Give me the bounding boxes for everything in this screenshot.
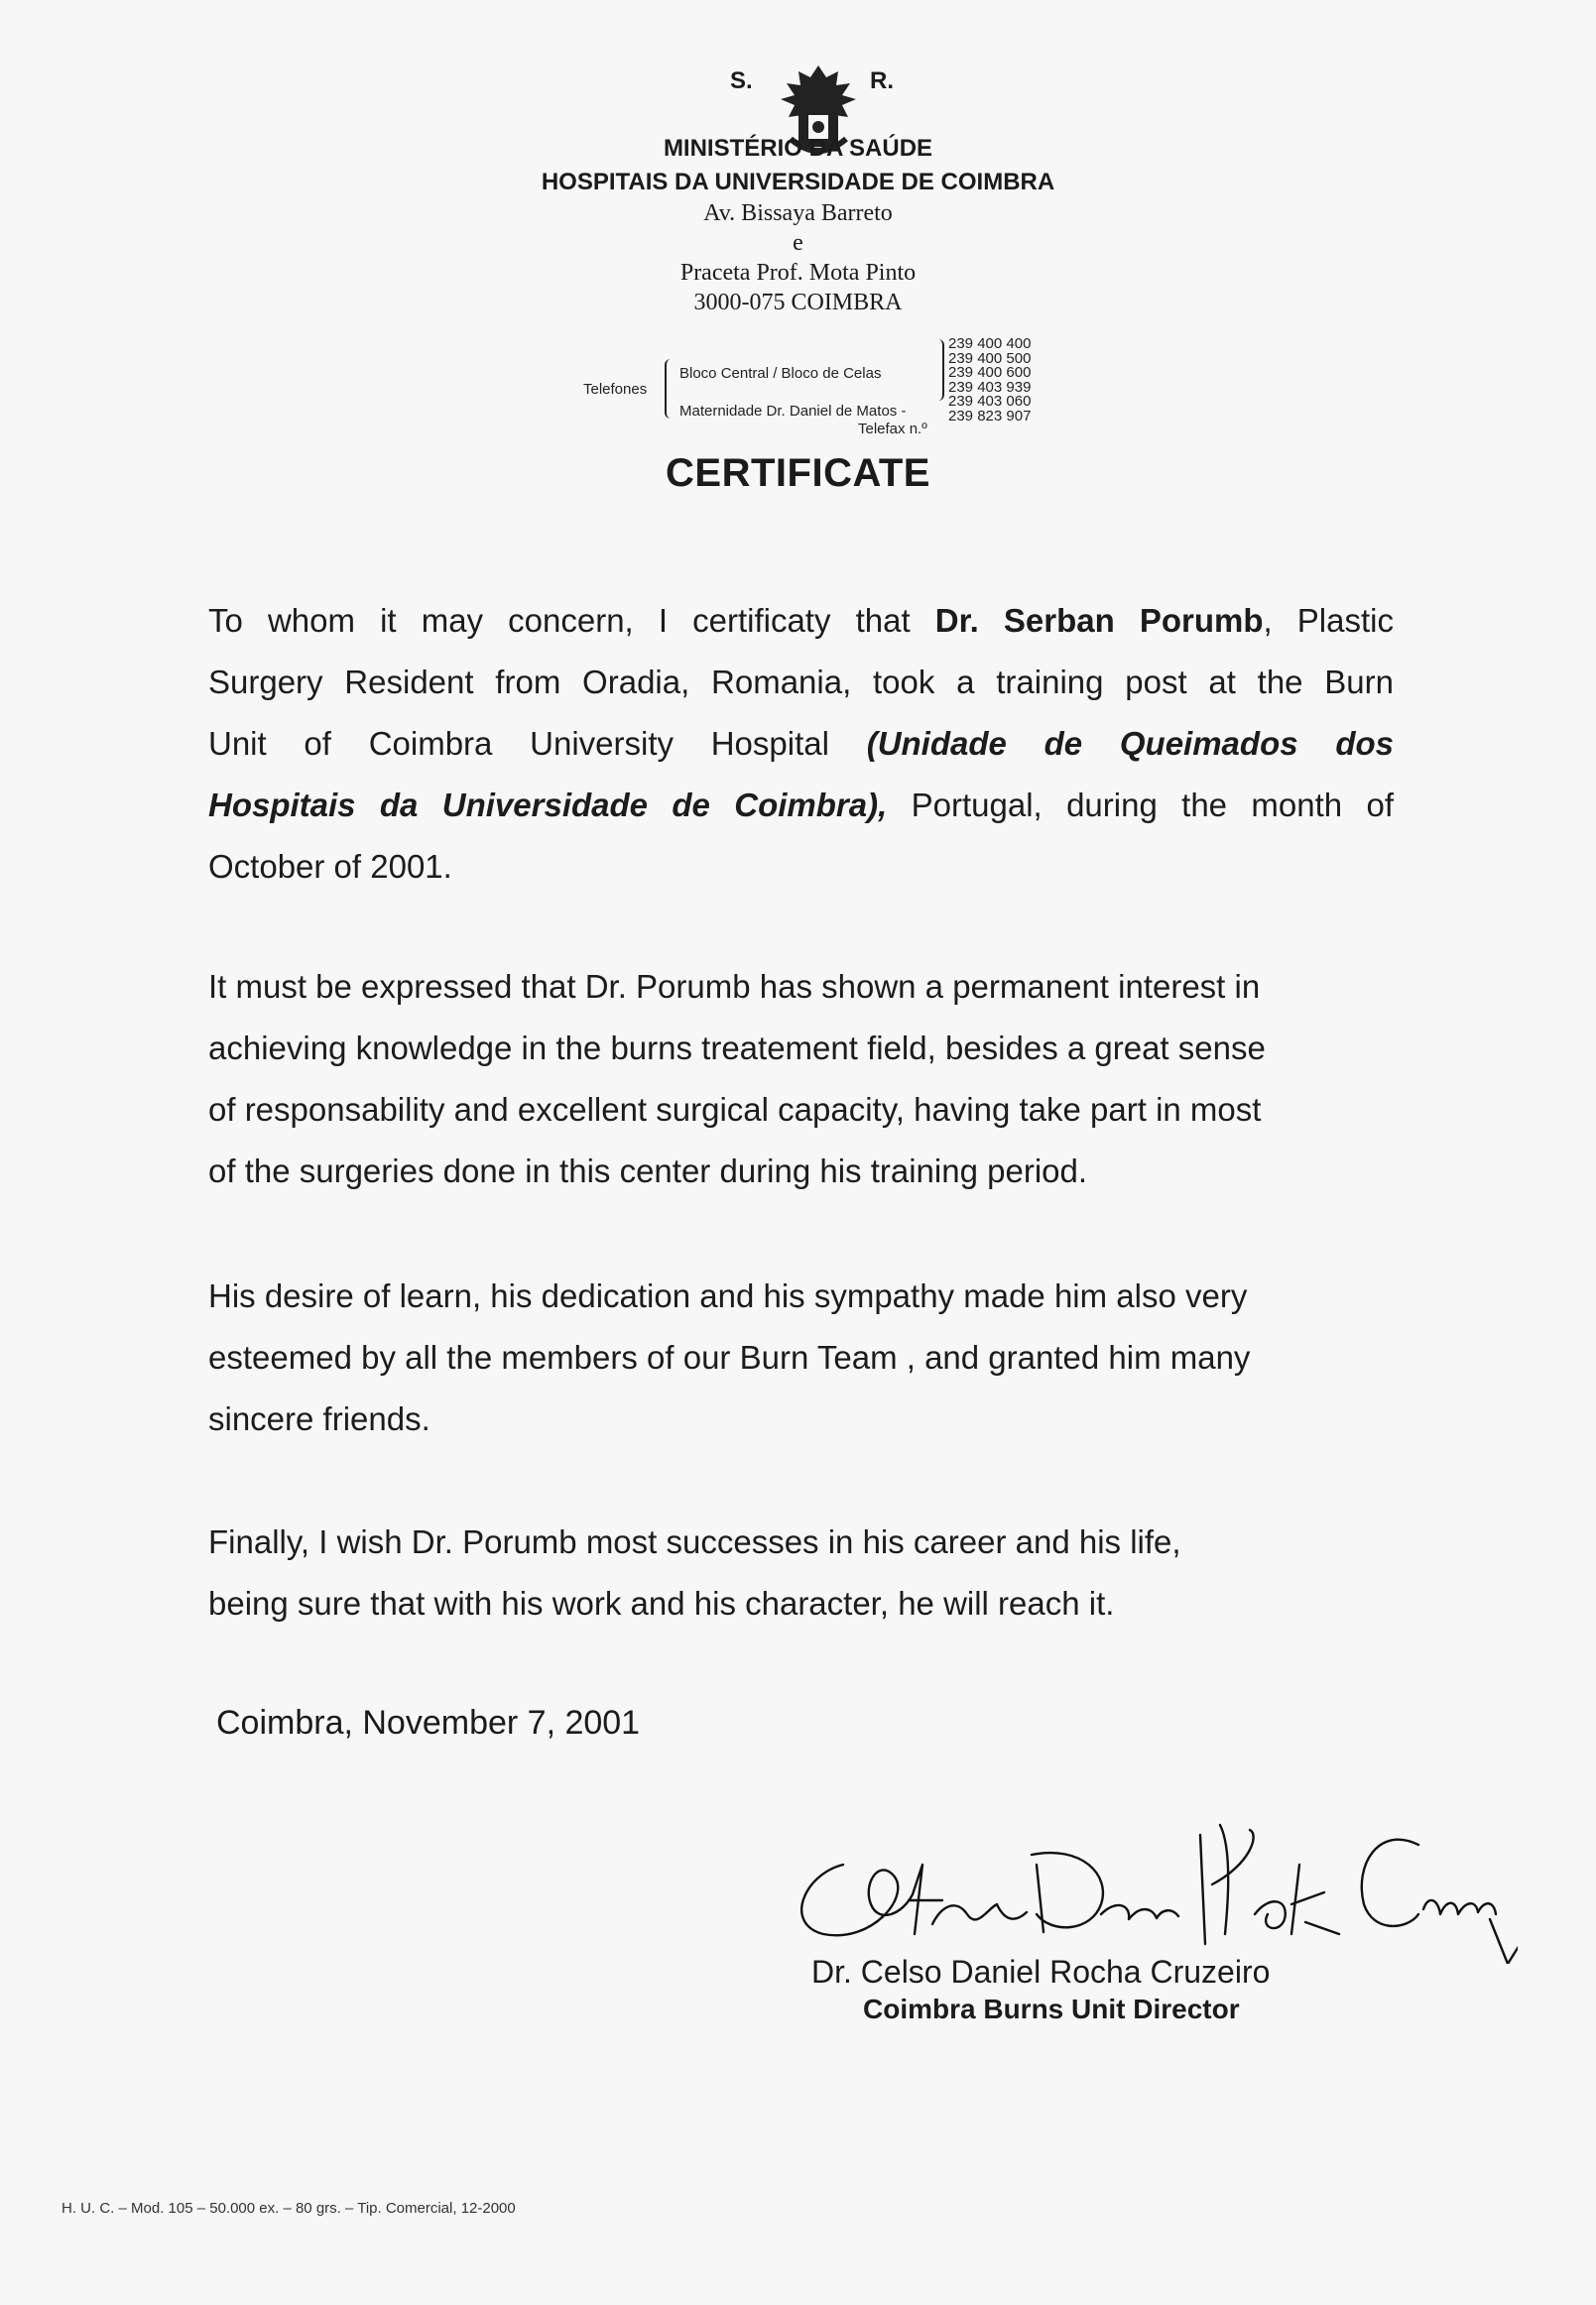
- p4-line-2: being sure that with his work and his character, he will reach it.: [208, 1585, 1115, 1622]
- p3-line-1: His desire of learn, his dedication and his sympathy made him also very: [208, 1277, 1248, 1314]
- address-line-1: Av. Bissaya Barreto: [703, 200, 893, 226]
- phone-number: 239 823 907: [948, 407, 1032, 425]
- text-segment: , Plastic: [1263, 602, 1394, 639]
- p4-line-1: Finally, I wish Dr. Porumb most successes in his career and his life,: [208, 1523, 1181, 1560]
- p1-line-3: [208, 713, 1394, 775]
- paragraph-1: [208, 590, 1394, 898]
- paragraph-2: [208, 956, 1394, 1202]
- phones-label: Telefones: [583, 381, 648, 398]
- p2-line-1: It must be expressed that Dr. Porumb has shown a permanent interest in: [208, 968, 1261, 1005]
- p1-line-5: October of 2001.: [208, 848, 452, 885]
- handwritten-signature: [784, 1805, 1518, 1964]
- p1-line-4: [208, 775, 1394, 836]
- signatory-name: Dr. Celso Daniel Rocha Cruzeiro: [811, 1954, 1271, 1990]
- hospital-heading: HOSPITAIS DA UNIVERSIDADE DE COIMBRA: [541, 169, 1055, 195]
- phones-line-maternity: Maternidade Dr. Daniel de Matos -: [679, 403, 907, 420]
- text-segment: Unit of Coimbra University Hospital: [208, 725, 867, 762]
- p1-line-2: Surgery Resident from Oradia, Romania, took a training post at the Burn: [208, 664, 1394, 700]
- letter-date: Coimbra, November 7, 2001: [216, 1704, 641, 1742]
- address-line-2: e: [793, 230, 803, 256]
- left-brace: [665, 359, 675, 419]
- p1-line-1: [208, 590, 1394, 652]
- phone-number: 239 400 500: [948, 349, 1032, 367]
- letter-s: S.: [730, 67, 753, 94]
- unit-name-part-2: Hospitais da Universidade de Coimbra),: [208, 787, 888, 823]
- paragraph-3: [208, 1266, 1394, 1450]
- ministry-heading: MINISTÉRIO DA SAÚDE: [663, 135, 933, 162]
- phone-number: 239 403 060: [948, 393, 1032, 410]
- phone-number: 239 403 939: [948, 378, 1032, 396]
- print-footer: H. U. C. – Mod. 105 – 50.000 ex. – 80 grs. – Tip. Comercial, 12-2000: [61, 2200, 516, 2217]
- p3-line-2: esteemed by all the members of our Burn Team , and granted him many: [208, 1339, 1251, 1376]
- unit-name-part-1: (Unidade de Queimados dos: [866, 725, 1394, 762]
- text-segment: Portugal, during the month of: [887, 787, 1394, 823]
- address-line-3: Praceta Prof. Mota Pinto: [679, 260, 917, 286]
- p2-line-2: achieving knowledge in the burns treatement field, besides a great sense: [208, 1030, 1266, 1066]
- phones-line-central: Bloco Central / Bloco de Celas: [679, 365, 882, 382]
- signatory-title: Coimbra Burns Unit Director: [863, 1994, 1240, 2024]
- phone-number: 239 400 400: [948, 335, 1032, 352]
- phone-numbers: [948, 337, 1031, 424]
- right-brace: [934, 339, 944, 401]
- address-line-4: 3000-075 COIMBRA: [693, 290, 903, 315]
- phones-line-telefax: Telefax n.º: [858, 421, 927, 437]
- p2-line-3: of responsability and excellent surgical capacity, having take part in most: [208, 1091, 1262, 1128]
- phone-block: [575, 337, 1051, 436]
- p3-line-3: sincere friends.: [208, 1400, 430, 1437]
- page-title: CERTIFICATE: [666, 451, 930, 495]
- text-segment: To whom it may concern, I certificaty that: [208, 602, 935, 639]
- phone-number: 239 400 600: [948, 364, 1032, 381]
- resident-name: Dr. Serban Porumb: [934, 602, 1264, 639]
- letter-r: R.: [870, 67, 894, 94]
- paragraph-4: [208, 1512, 1394, 1635]
- p2-line-4: of the surgeries done in this center during his training period.: [208, 1152, 1088, 1189]
